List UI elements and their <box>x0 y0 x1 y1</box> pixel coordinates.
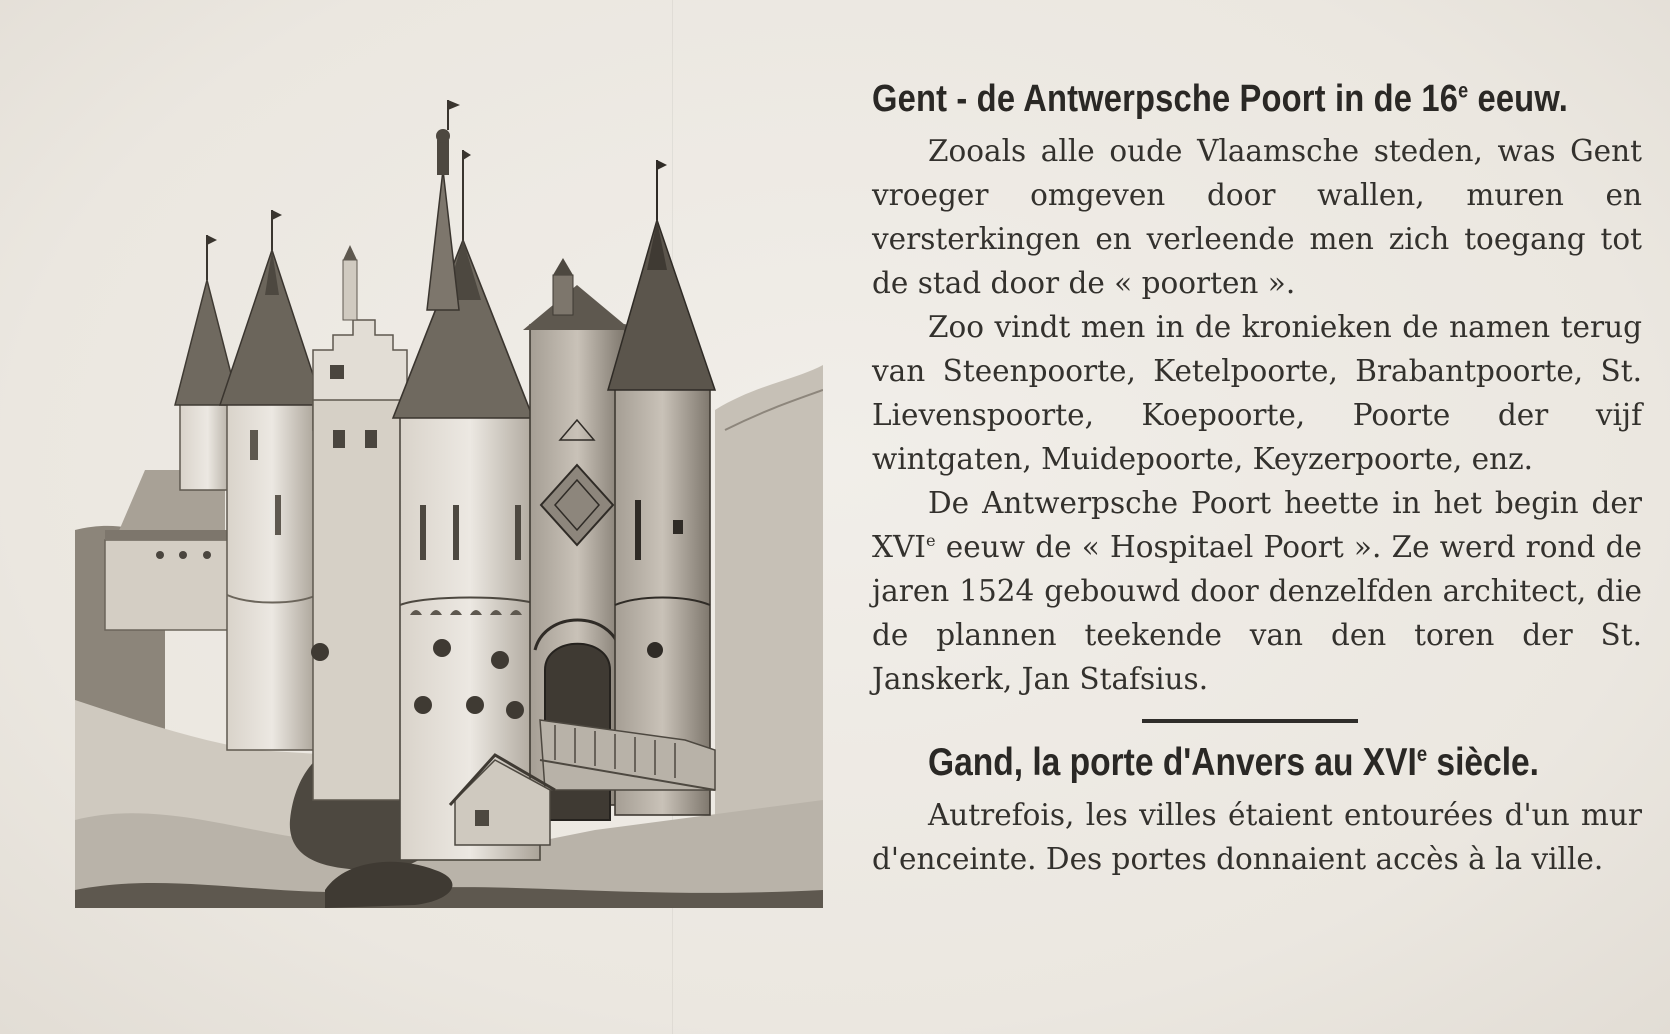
french-title: Gand, la porte d'Anvers au XVIe siècle. <box>928 741 1540 784</box>
section-divider <box>1142 719 1358 723</box>
castle-gate-illustration <box>75 100 823 908</box>
castle-drawing <box>75 100 823 908</box>
hillside <box>715 365 823 860</box>
dutch-paragraph-2: Zoo vindt men in de kronieken de namen terug van Steenpoorte, Ketelpoorte, Brabantpoorte, St. Lievenspoorte, Koepoorte, Poorte der vijf wintgaten, Muidepoorte, Keyzerpoorte, enz. <box>872 310 1642 476</box>
dutch-paragraph-3: De Antwerpsche Poort heette in het begin der XVIe eeuw de « Hospitael Poort ». Ze werd rond de jaren 1524 gebouwd door denzelfden architect, die de plannen teekende van den toren der St. Janskerk, Jan Stafsius. <box>872 486 1642 696</box>
dutch-title: Gent - de Antwerpsche Poort in de 16e eeuw. <box>872 78 1568 120</box>
french-paragraph: Autrefois, les villes étaient entourées d'un mur d'enceinte. Des portes donnaient accès à la ville. <box>872 798 1642 876</box>
dutch-paragraph-1: Zooals alle oude Vlaamsche steden, was Gent vroeger omgeven door wallen, muren en versterkingen en verleende men zich toegang tot de stad door de « poorten ». <box>872 134 1642 300</box>
text-column <box>872 78 1642 881</box>
